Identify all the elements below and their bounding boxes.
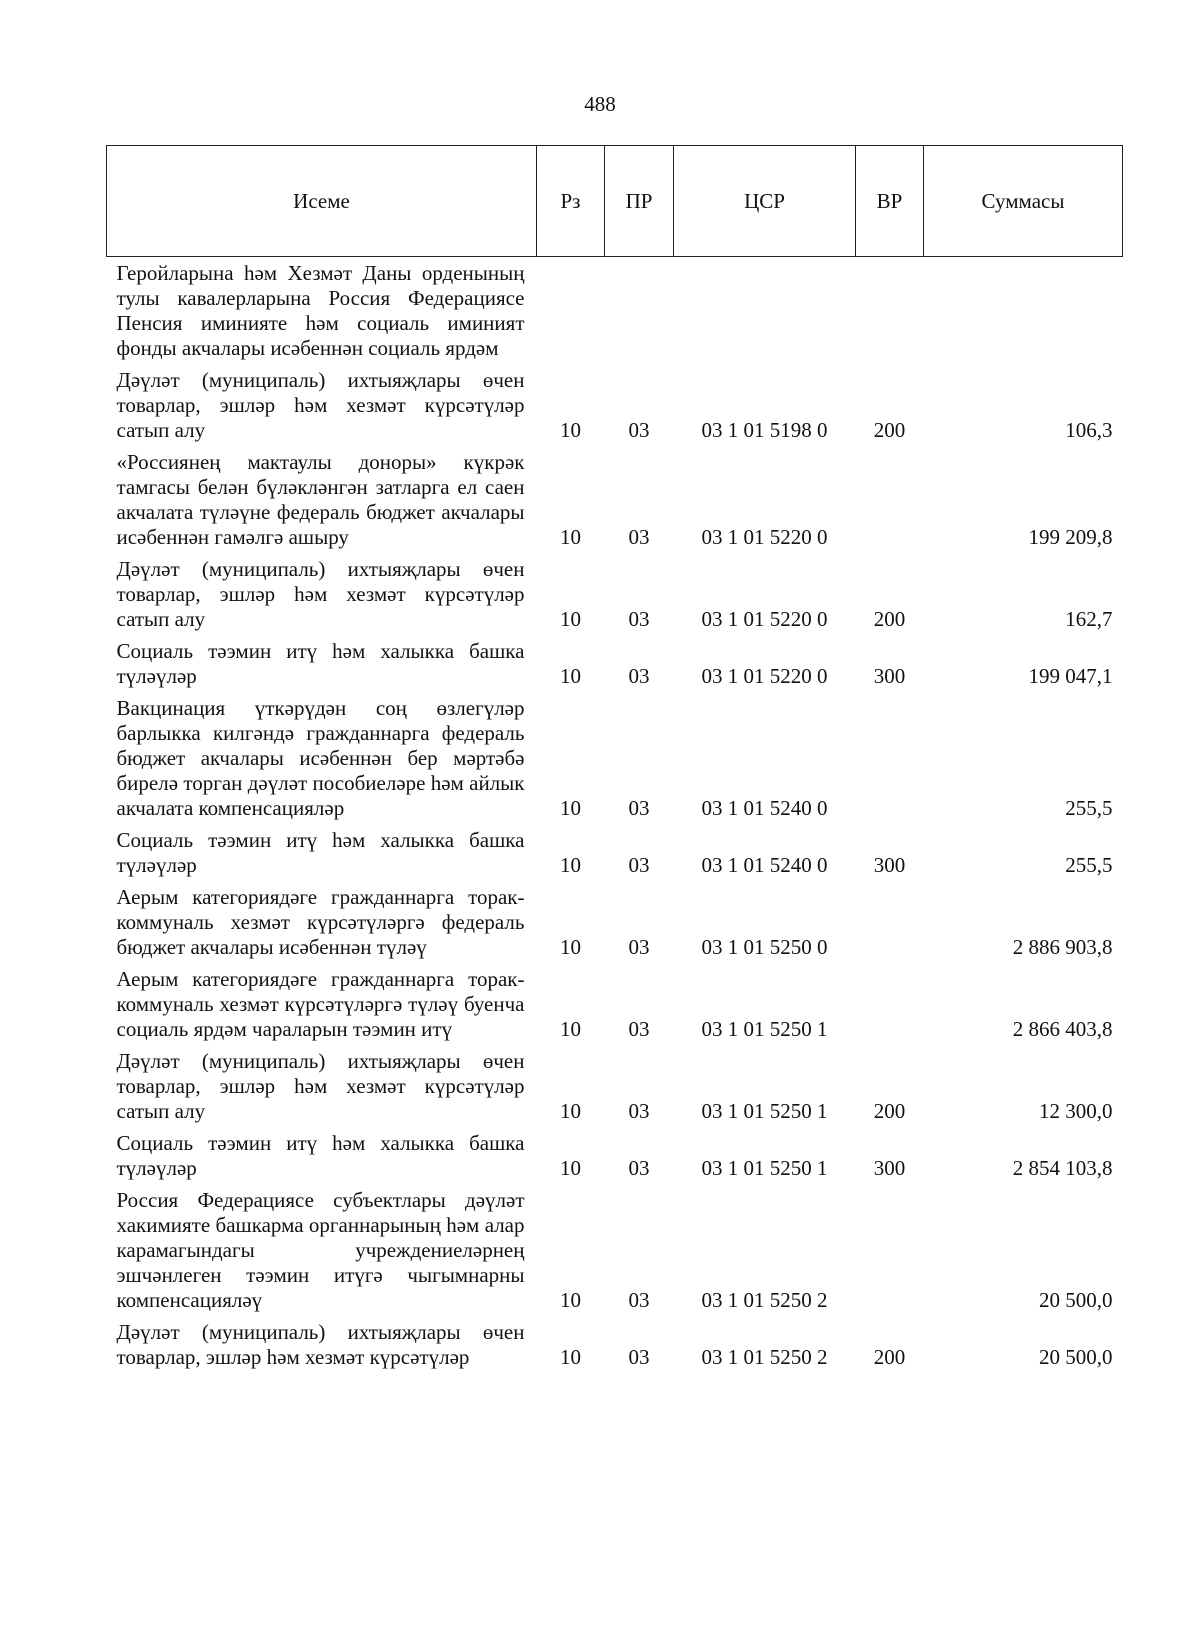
cell-rz: 10 [560, 1017, 581, 1041]
cell-sum: 2 886 903,8 [1012, 935, 1113, 959]
cell-name: Дәүләт (муниципаль) ихтыяҗлары өчен товарлар, эшләр һәм хезмәт күрсәтүләр [116, 1320, 525, 1369]
cell-sum: 199 209,8 [1028, 525, 1113, 549]
table-row [107, 881, 1123, 963]
cell-csr: 03 1 01 5220 0 [701, 607, 828, 631]
cell-rz: 10 [560, 853, 581, 877]
cell-pr: 03 [628, 1017, 650, 1041]
cell-pr: 03 [628, 1156, 650, 1180]
cell-sum: 255,5 [1065, 853, 1113, 877]
cell-name: Социаль тәэмин итү һәм халыкка башка түләүләр [116, 1131, 525, 1180]
table-row [107, 1316, 1123, 1373]
cell-csr: 03 1 01 5250 2 [701, 1288, 828, 1312]
cell-pr: 03 [628, 607, 650, 631]
table-row [107, 692, 1123, 824]
cell-csr: 03 1 01 5250 2 [701, 1345, 828, 1369]
header-name: Исеме [107, 146, 537, 257]
header-csr: ЦСР [674, 146, 856, 257]
page-number: 488 [584, 92, 616, 116]
table-row [107, 1127, 1123, 1184]
cell-pr: 03 [628, 853, 650, 877]
cell-vr: 200 [873, 418, 906, 442]
cell-vr: 300 [873, 853, 906, 877]
cell-vr: 200 [873, 1345, 906, 1369]
cell-name: Геройларына һәм Хезмәт Даны орденының тулы кавалерларына Россия Федерациясе Пенсия иминияте һәм социаль иминият фонды акчалары исәбеннән социаль ярдәм [116, 261, 525, 360]
cell-rz: 10 [560, 1345, 581, 1369]
cell-vr [856, 963, 924, 1045]
table-row [107, 553, 1123, 635]
cell-rz: 10 [560, 525, 581, 549]
cell-csr: 03 1 01 5250 1 [701, 1017, 828, 1041]
cell-vr [856, 692, 924, 824]
cell-csr: 03 1 01 5220 0 [701, 525, 828, 549]
cell-pr: 03 [628, 664, 650, 688]
cell-rz: 10 [560, 1156, 581, 1180]
cell-csr: 03 1 01 5250 1 [701, 1099, 828, 1123]
cell-name: Дәүләт (муниципаль) ихтыяҗлары өчен товарлар, эшләр һәм хезмәт күрсәтүләр сатып алу [116, 557, 525, 631]
table-row [107, 963, 1123, 1045]
cell-sum: 20 500,0 [1039, 1345, 1113, 1369]
cell-csr: 03 1 01 5240 0 [701, 796, 828, 820]
cell-rz: 10 [560, 796, 581, 820]
table-header [107, 146, 1123, 257]
cell-rz: 10 [560, 1288, 581, 1312]
cell-rz: 10 [560, 664, 581, 688]
table-row [107, 364, 1123, 446]
cell-name: Дәүләт (муниципаль) ихтыяҗлары өчен товарлар, эшләр һәм хезмәт күрсәтүләр сатып алу [116, 1049, 525, 1123]
cell-rz [537, 257, 605, 365]
cell-vr [856, 257, 924, 365]
cell-rz: 10 [560, 607, 581, 631]
cell-name: Вакцинация үткәрүдән соң өзлегүләр барлыкка килгәндә гражданнарга федераль бюджет акчалары исәбеннән бер мәртәбә бирелә торган дәүләт пособиеләре һәм айлык акчалата компенсацияләр [116, 696, 525, 820]
budget-table [106, 145, 1123, 1373]
cell-sum: 199 047,1 [1028, 664, 1113, 688]
table-row [107, 1045, 1123, 1127]
header-rz: Рз [537, 146, 605, 257]
cell-rz: 10 [560, 418, 581, 442]
cell-vr: 300 [873, 1156, 906, 1180]
header-pr: ПР [605, 146, 674, 257]
header-vr: ВР [856, 146, 924, 257]
cell-sum [924, 257, 1123, 365]
cell-vr: 200 [873, 1099, 906, 1123]
cell-sum: 106,3 [1065, 418, 1113, 442]
cell-pr: 03 [628, 935, 650, 959]
cell-sum: 162,7 [1065, 607, 1113, 631]
cell-vr [856, 1184, 924, 1316]
cell-rz: 10 [560, 1099, 581, 1123]
cell-name: Россия Федерациясе субъектлары дәүләт хакимияте башкарма органнарының һәм алар карамагындагы учреждениеләрнең эшчәнлеген тәэмин итүгә чыгымнарны компенсацияләү [116, 1188, 525, 1312]
cell-pr: 03 [628, 525, 650, 549]
cell-pr: 03 [628, 1345, 650, 1369]
cell-csr: 03 1 01 5220 0 [701, 664, 828, 688]
cell-name: «Россиянең мактаулы доноры» күкрәк тамгасы белән бүләкләнгән затларга ел саен акчалата түләүне федераль бюджет акчалары исәбеннән гамәлгә ашыру [116, 450, 525, 549]
table-row [107, 824, 1123, 881]
cell-vr [856, 881, 924, 963]
header-sum: Суммасы [924, 146, 1123, 257]
cell-csr: 03 1 01 5240 0 [701, 853, 828, 877]
table-row [107, 1184, 1123, 1316]
cell-pr: 03 [628, 418, 650, 442]
table-row [107, 635, 1123, 692]
cell-vr: 200 [873, 607, 906, 631]
cell-pr: 03 [628, 1288, 650, 1312]
cell-name: Социаль тәэмин итү һәм халыкка башка түләүләр [116, 639, 525, 688]
cell-vr [856, 446, 924, 553]
cell-name: Аерым категориядәге гражданнарга торак-коммуналь хезмәт күрсәтүләргә түләү буенча социаль ярдәм чараларын тәэмин итү [116, 967, 525, 1041]
cell-pr [605, 257, 674, 365]
cell-csr: 03 1 01 5250 0 [701, 935, 828, 959]
cell-name: Дәүләт (муниципаль) ихтыяҗлары өчен товарлар, эшләр һәм хезмәт күрсәтүләр сатып алу [116, 368, 525, 442]
table-body [107, 257, 1123, 1374]
cell-csr: 03 1 01 5198 0 [701, 418, 828, 442]
cell-sum: 20 500,0 [1039, 1288, 1113, 1312]
cell-name: Аерым категориядәге гражданнарга торак-коммуналь хезмәт күрсәтүләргә федераль бюджет акчалары исәбеннән түләү [116, 885, 525, 959]
cell-sum: 12 300,0 [1039, 1099, 1113, 1123]
cell-sum: 255,5 [1065, 796, 1113, 820]
table-row [107, 257, 1123, 365]
cell-sum: 2 854 103,8 [1012, 1156, 1113, 1180]
cell-csr: 03 1 01 5250 1 [701, 1156, 828, 1180]
cell-sum: 2 866 403,8 [1012, 1017, 1113, 1041]
cell-rz: 10 [560, 935, 581, 959]
cell-pr: 03 [628, 796, 650, 820]
cell-csr [674, 257, 856, 365]
cell-vr: 300 [873, 664, 906, 688]
cell-name: Социаль тәэмин итү һәм халыкка башка түләүләр [116, 828, 525, 877]
table-row [107, 446, 1123, 553]
cell-pr: 03 [628, 1099, 650, 1123]
